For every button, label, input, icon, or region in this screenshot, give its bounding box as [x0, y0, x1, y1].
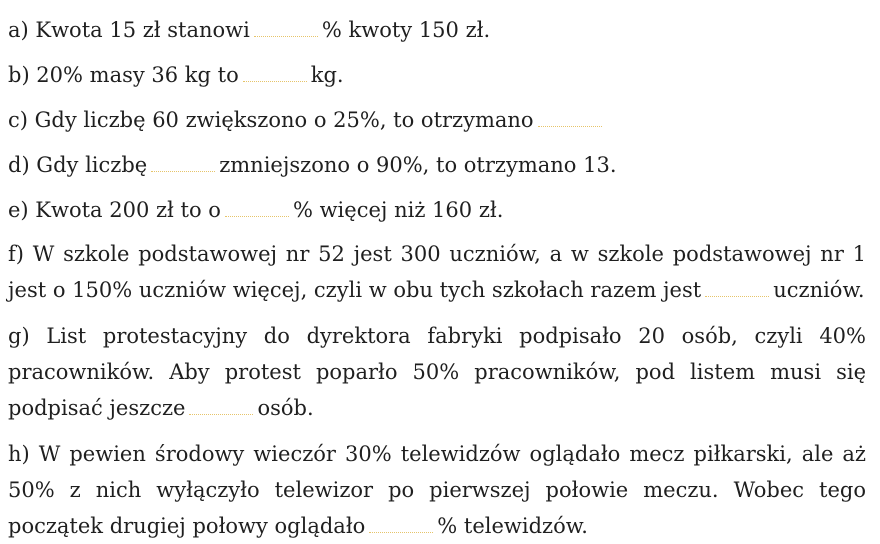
- exercise-g-text-1: g) List protestacyjny do dyrektora fabryki podpisało 20 osób, czyli 40% pracowników. Aby protest poparło 50% pracowników, pod listem musi się podpisać jeszcze: [8, 324, 866, 420]
- answer-blank-d[interactable]: [151, 161, 215, 172]
- exercise-f: [8, 236, 866, 308]
- answer-blank-c[interactable]: [538, 116, 602, 127]
- exercise-h: [8, 436, 866, 544]
- answer-blank-a[interactable]: [254, 26, 318, 37]
- exercise-e-text-2: % więcej niż 160 zł.: [292, 198, 504, 222]
- exercise-a-text-1: a) Kwota 15 zł stanowi: [8, 18, 250, 42]
- exercise-f-text-2: uczniów.: [773, 278, 865, 302]
- exercise-d-text-1: d) Gdy liczbę: [8, 153, 148, 177]
- exercise-g: [8, 318, 866, 426]
- exercise-b: [8, 57, 866, 93]
- answer-blank-b[interactable]: [243, 71, 307, 82]
- exercise-d-text-2: zmniejszono o 90%, to otrzymano 13.: [219, 153, 617, 177]
- exercise-c: [8, 102, 866, 138]
- exercise-a: [8, 12, 866, 48]
- answer-blank-h[interactable]: [369, 522, 433, 533]
- exercise-c-text-1: c) Gdy liczbę 60 zwiększono o 25%, to otrzymano: [8, 108, 534, 132]
- answer-blank-g[interactable]: [189, 404, 253, 415]
- exercise-d: [8, 147, 866, 183]
- exercise-b-text-2: kg.: [310, 63, 344, 87]
- exercise-a-text-2: % kwoty 150 zł.: [321, 18, 491, 42]
- exercise-h-text-1: h) W pewien środowy wieczór 30% telewidzów oglądało mecz piłkarski, ale aż 50% z nich wyłączyło telewizor po pierwszej połowie meczu. Wobec tego początek drugiej połowy oglądało: [8, 442, 866, 538]
- exercise-h-text-2: % telewidzów.: [437, 514, 588, 538]
- exercise-e-text-1: e) Kwota 200 zł to o: [8, 198, 221, 222]
- exercise-g-text-2: osób.: [257, 396, 314, 420]
- exercise-b-text-1: b) 20% masy 36 kg to: [8, 63, 239, 87]
- exercise-e: [8, 192, 866, 228]
- answer-blank-e[interactable]: [225, 206, 289, 217]
- answer-blank-f[interactable]: [705, 286, 769, 297]
- exercise-f-text-1: f) W szkole podstawowej nr 52 jest 300 uczniów, a w szkole podstawowej nr 1 jest o 150% uczniów więcej, czyli w obu tych szkołach razem jest: [8, 242, 866, 302]
